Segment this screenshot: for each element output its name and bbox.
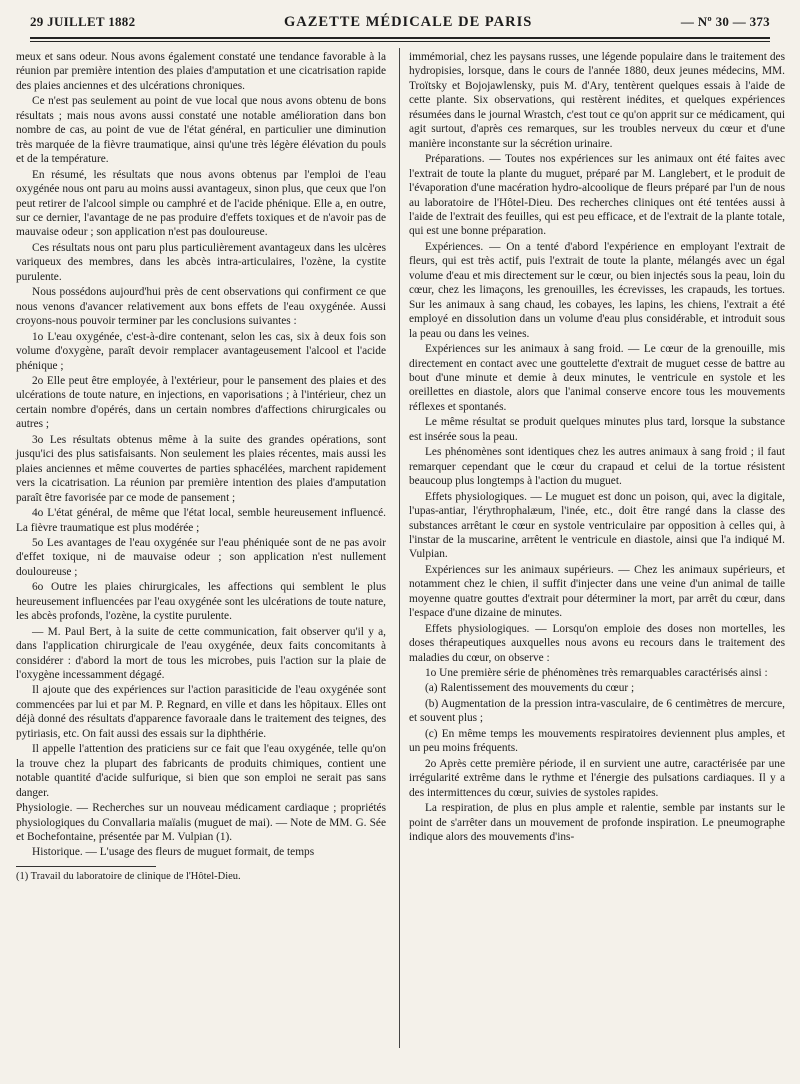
paragraph: Effets physiologiques. — Lorsqu'on emploie des doses non mortelles, les doses thérapeutiques auxquelles nous avons eu recours dans le traitement des maladies du cœur, on observe : (409, 622, 785, 664)
paragraph: Ce n'est pas seulement au point de vue local que nous avons obtenu de bons résultats ; mais nous avons aussi constaté une notable amélioration dans bon nombre de cas, au point de vue de l'état général, en particulier une diminution très marquée de la fièvre traumatique, ainsi qu'une très légère élévation du pouls et de la température. (16, 95, 386, 166)
conclusion-item: 2o Elle peut être employée, à l'extérieur, pour le pansement des plaies et des ulcérations de toute nature, en injections, en vaporisations ; à l'intérieur, chez un certain nombre d'opérés, dans un certain nombres d'affections chirurgicales ou autres ; (16, 374, 386, 431)
column-divider (399, 48, 400, 1048)
section-heading: Physiologie. — Recherches sur un nouveau médicament cardiaque ; propriétés physiologiques du Convallaria maïalis (muguet de mai). — Note de MM. G. Sée et Bochefontaine, présentée par M. Vulpian (1). (16, 802, 386, 844)
paragraph: 1o Une première série de phénomènes très remarquables caractérisés ainsi : (425, 667, 768, 680)
paragraph: Historique. — L'usage des fleurs de muguet formait, de temps (32, 846, 315, 859)
paragraph: Préparations. — Toutes nos expériences sur les animaux ont été faites avec l'extrait de toute la plante du muguet, préparé par M. Langlebert, et le produit de l'évaporation d'une macération hydro-alcoolique de fleurs préparé par l'un de nous au laboratoire de l'Hôtel-Dieu. Des recherches cliniques ont été tentées aussi à l'aide de l'extrait des feuilles, qui est peu efficace, et de l'extrait de la plante totale, qui est une bonne préparation. (409, 153, 785, 238)
conclusion-item: 3o Les résultats obtenus même à la suite des grandes opérations, sont jusqu'ici des plus satisfaisants. Non seulement les plaies récentes, mais aussi les plaies anciennes et même couvertes de parties sphacélées, marchent rapidement vers la cicatrisation. La réunion par première intention des plaies d'amputation paraît être favorisée par ce mode de pansement ; (16, 433, 386, 504)
paragraph: En résumé, les résultats que nous avons obtenus par l'emploi de l'eau oxygénée nous ont paru au moins aussi avantageux, sinon plus, que ceux que l'on peut retirer de l'alcool simple ou camphré et de l'acide phénique. Elle a, en outre, sur ce dernier, l'avantage de ne pas produire d'effets toxiques et de n'avoir pas de mauvaise odeur ; son application n'est pas douloureuse. (16, 168, 386, 239)
conclusion-item: 1o L'eau oxygénée, c'est-à-dire contenant, selon les cas, six à deux fois son volume d'oxygène, paraît devoir remplacer avantageusement l'alcool et l'acide phénique ; (16, 330, 386, 372)
left-column (16, 50, 386, 884)
paragraph: Il ajoute que des expériences sur l'action parasiticide de l'eau oxygénée sont commencées par lui et par M. P. Regnard, en ville et dans les hôpitaux. Elles ont déjà donné des résultats d'apparence favoraale dans le traitement des teignes, des pytiriasis, etc. On fait aussi des essais sur la diphthérie. (16, 684, 386, 740)
paragraph: La respiration, de plus en plus ample et ralentie, semble par instants sur le point de s'arrêter dans un mouvement de profonde inspiration. Le pneumographe indique alors des mouvements d'ins- (409, 802, 785, 844)
list-item: (a) Ralentissement des mouvements du cœur ; (425, 682, 635, 695)
paragraph: Il appelle l'attention des praticiens sur ce fait que l'eau oxygénée, telle qu'on la trouve chez la plupart des fabricants de produits chimiques, contient une notable quantité d'acide sulfurique, si bien que son emploi ne serait pas sans danger. (16, 743, 386, 799)
conclusion-item: 6o Outre les plaies chirurgicales, les affections qui semblent le plus heureusement influencées par l'eau oxygénée sont les ulcérations de toute nature, les abcès profonds, l'ozène, la cystite purulente. (16, 581, 386, 623)
paragraph: Effets physiologiques. — Le muguet est donc un poison, qui, avec la digitale, l'upas-antiar, l'érythrophalæum, l'inée, etc., doit être rangé dans la classe des substances arrêtant le cœur en systole ventriculaire par opposition à celles qui, à l'instar de la muscarine, arrêtent le ventricule en diastole, ainsi que l'a indiqué M. Vulpian. (409, 490, 785, 561)
paragraph: Expériences sur les animaux à sang froid. — Le cœur de la grenouille, mis directement en contact avec une gouttelette d'extrait de muguet cesse de battre au bout d'une minute et demie à deux minutes, le ventricule en systole et les oreillettes en diastole, alors que l'animal conserve encore tous les mouvements réflexes et spontanés. (409, 343, 785, 413)
list-item: (c) En même temps les mouvements respiratoires deviennent plus amples, et un peu moins fréquents. (409, 727, 785, 755)
paragraph: Les phénomènes sont identiques chez les autres animaux à sang froid ; il faut remarquer cependant que le cœur du crapaud et celui de la tortue résistent beaucoup plus longtemps à l'action du muguet. (409, 446, 785, 488)
issue-date: 29 JUILLET 1882 (30, 14, 136, 29)
conclusion-item: 5o Les avantages de l'eau oxygénée sur l'eau phéniquée sont de ne pas avoir d'effet toxique, ni de mauvaise odeur ; son application n'est nullement douloureuse ; (16, 536, 386, 578)
header-rule (30, 37, 770, 39)
paragraph: — M. Paul Bert, à la suite de cette communication, fait observer qu'il y a, dans l'application chirurgicale de l'eau oxygénée, deux faits concomitants à considérer : d'abord la mort de tous les microbes, puis l'action sur la plaie de l'oxygène incessamment dégagé. (16, 625, 386, 682)
page-number: — Nº 30 — 373 (680, 14, 770, 29)
paragraph: immémorial, chez les paysans russes, une légende populaire dans le traitement des hydropisies, lorsque, dans le cours de l'année 1880, deux jeunes médecins, MM. Troïtsky et Bojojawlensky, puis M. d'Ary, tentèrent quelques essais à l'aide de cette plante. Six observations, qui restèrent inédites, et quelques expériences résumées dans le journal Wrastch, c'est tout ce qu'on apprit sur ce médicament, qui agit surtout, d'après ces remarques, sur les troubles nerveux du cœur et d'une manière inconstante sur la sécrétion urinaire. (409, 51, 785, 150)
journal-title: GAZETTE MÉDICALE DE PARIS (283, 14, 533, 30)
paragraph: Ces résultats nous ont paru plus particulièrement avantageux dans les ulcères variqueux des membres, dans les abcès intra-articulaires, l'ozène, la cystite purulente. (16, 241, 386, 283)
paragraph: Nous possédons aujourd'hui près de cent observations qui confirment ce que nous venons d'avancer relativement aux bons effets de l'eau oxygénée. Aussi croyons-nous pouvoir terminer par les conclusions suivantes : (16, 286, 386, 328)
paragraph: Expériences sur les animaux supérieurs. — Chez les animaux supérieurs, et notamment chez le chien, il suffit d'injecter dans une veine d'un animal de taille moyenne quatre gouttes d'extrait pour déterminer la mort, par arrêt du cœur, dans l'espace d'une dizaine de minutes. (409, 563, 785, 620)
header-rule-thin (30, 41, 770, 42)
right-column (409, 50, 785, 845)
paragraph: 2o Après cette première période, il en survient une autre, caractérisée par une irrégularité extrême dans le rythme et l'énergie des pulsations cardiaques. Il y a des intermittences du cœur, suivies de systoles rapides. (409, 757, 785, 799)
footnote: (1) Travail du laboratoire de clinique de l'Hôtel-Dieu. (16, 870, 241, 882)
paragraph: Le même résultat se produit quelques minutes plus tard, lorsque la substance est insérée sous la peau. (409, 416, 785, 443)
paragraph: Expériences. — On a tenté d'abord l'expérience en employant l'extrait de fleurs, qui est très actif, puis l'extrait de toute la plante, mélangés avec un égal volume d'eau et mis directement sur le cœur, ou bien injectés sous la peau, loin du cœur, chez les limaçons, les grenouilles, les écrevisses, les crapauds, les tortues. Sur les animaux à sang chaud, les cobayes, les lapins, les chiens, l'extrait a été employé en dissolution dans un volume d'eau plus considérable, et introduit sous la peau ou dans les veines. (409, 240, 785, 340)
paragraph: meux et sans odeur. Nous avons également constaté une tendance favorable à la réunion par première intention des plaies d'amputation et une cicatrisation rapide des plaies anciennes et des ulcérations chroniques. (16, 51, 386, 92)
list-item: (b) Augmentation de la pression intra-vasculaire, de 6 centimètres de mercure, et souvent plus ; (409, 697, 785, 725)
conclusion-item: 4o L'état général, de même que l'état local, semble heureusement influencé. La fièvre traumatique est plus modérée ; (16, 507, 386, 534)
page-header (30, 14, 770, 36)
footnote-rule (16, 866, 156, 867)
